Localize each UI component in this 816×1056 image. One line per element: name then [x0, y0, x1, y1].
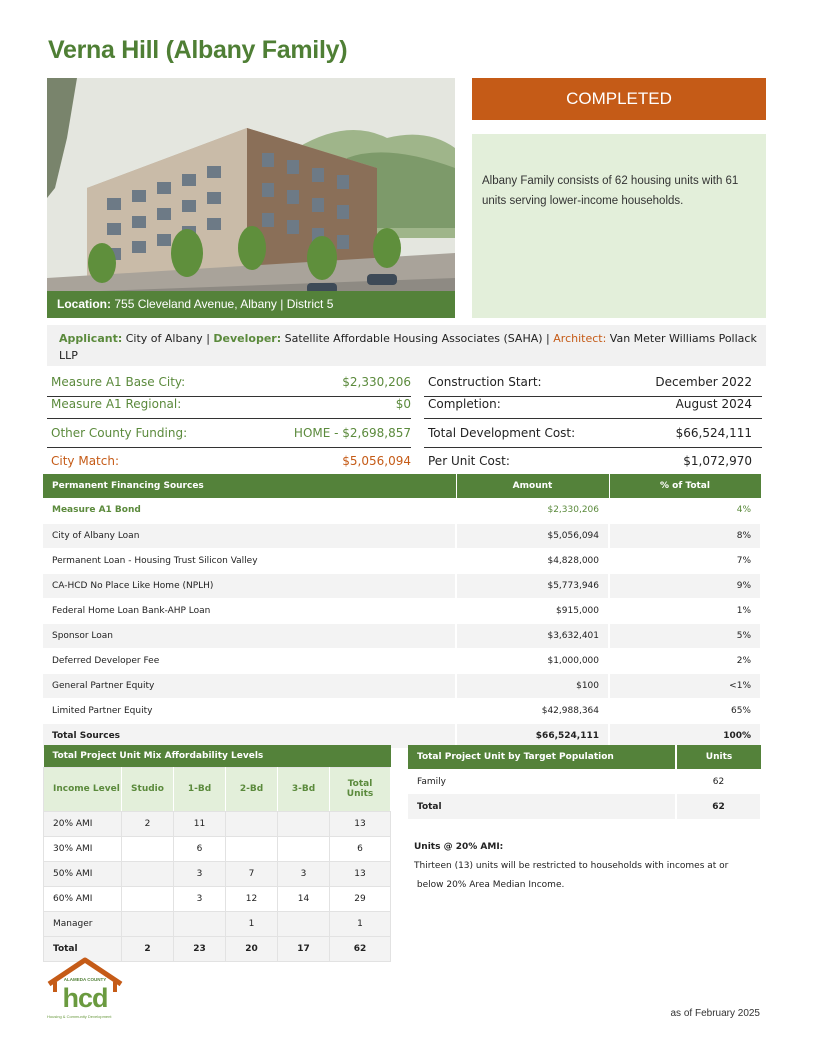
- table-header: [43, 474, 761, 498]
- funding-label: Measure A1 Base City:: [51, 375, 186, 389]
- column-header: 3-Bd: [278, 767, 330, 811]
- cell: [278, 911, 330, 936]
- detail-label: Total Development Cost:: [428, 426, 576, 440]
- cell: 62: [330, 936, 391, 961]
- cell: [122, 886, 174, 911]
- architect-label: Architect:: [553, 332, 607, 345]
- location-text: 755 Cleveland Avenue, Albany | District 5: [114, 297, 334, 311]
- cell: [122, 911, 174, 936]
- source-percent: 65%: [609, 698, 761, 723]
- table-row: [43, 648, 761, 673]
- table-row: [43, 623, 761, 648]
- source-amount: $100: [456, 673, 609, 698]
- note-text: below 20% Area Median Income.: [414, 880, 565, 890]
- ami-note: [414, 838, 764, 895]
- cell: 3: [174, 886, 226, 911]
- table-row: [43, 523, 761, 548]
- source-amount: $1,000,000: [456, 648, 609, 673]
- developer-label: Developer:: [213, 332, 282, 345]
- cell: 23: [174, 936, 226, 961]
- cell: 12: [226, 886, 278, 911]
- detail-value: $1,072,970: [683, 454, 752, 468]
- funding-row: [47, 449, 411, 476]
- detail-label: Completion:: [428, 397, 501, 411]
- funding-row: [47, 392, 411, 419]
- funding-label: City Match:: [51, 454, 119, 468]
- source-name: Permanent Loan - Housing Trust Silicon Valley: [43, 548, 456, 573]
- source-amount: $5,773,946: [456, 573, 609, 598]
- source-amount: $4,828,000: [456, 548, 609, 573]
- cell: 14: [278, 886, 330, 911]
- financing-table: [43, 474, 762, 749]
- note-text: Thirteen (13) units will be restricted to households with incomes at or: [414, 861, 729, 871]
- column-header: % of Total: [609, 474, 761, 498]
- target-population-table: [408, 745, 762, 819]
- cell: 17: [278, 936, 330, 961]
- source-name: General Partner Equity: [43, 673, 456, 698]
- source-percent: 2%: [609, 648, 761, 673]
- hcd-logo: [45, 956, 125, 1022]
- cell: 3: [174, 861, 226, 886]
- unit-mix-table: [43, 745, 391, 962]
- source-amount: $5,056,094: [456, 523, 609, 548]
- table-row: [43, 598, 761, 623]
- column-header: Studio: [122, 767, 174, 811]
- column-header: Total Project Unit by Target Population: [408, 745, 676, 769]
- funding-value: HOME - $2,698,857: [293, 426, 411, 440]
- cell: 7: [226, 861, 278, 886]
- table-row: [43, 698, 761, 723]
- cell: [278, 811, 330, 836]
- column-header: 1-Bd: [174, 767, 226, 811]
- cell: 13: [330, 811, 391, 836]
- population-units: 62: [676, 794, 761, 819]
- cell: 13: [330, 861, 391, 886]
- source-name: Measure A1 Bond: [43, 498, 456, 523]
- column-header: Units: [676, 745, 761, 769]
- table-header: [44, 767, 391, 811]
- logo-tagline: Housing & Community Development: [47, 1014, 112, 1019]
- source-amount: $915,000: [456, 598, 609, 623]
- income-level: 20% AMI: [44, 811, 122, 836]
- source-percent: 1%: [609, 598, 761, 623]
- cell: 2: [122, 811, 174, 836]
- funding-value: $5,056,094: [342, 454, 411, 468]
- developer-value: Satellite Affordable Housing Associates (SAHA): [284, 332, 543, 345]
- applicant-label: Applicant:: [59, 332, 123, 345]
- logo-letters: hcd: [62, 983, 108, 1013]
- cell: [226, 811, 278, 836]
- funding-label: Measure A1 Regional:: [51, 397, 182, 411]
- income-level: 60% AMI: [44, 886, 122, 911]
- column-header: Amount: [456, 474, 609, 498]
- architect-value: Van Meter Williams Pollack LLP: [59, 332, 757, 362]
- source-percent: 5%: [609, 623, 761, 648]
- table-row: [44, 886, 391, 911]
- table-title-row: [44, 745, 391, 767]
- funding-row: [47, 421, 411, 448]
- source-name: Limited Partner Equity: [43, 698, 456, 723]
- source-percent: 8%: [609, 523, 761, 548]
- detail-value: $66,524,111: [675, 426, 752, 440]
- source-name: Deferred Developer Fee: [43, 648, 456, 673]
- source-percent: 4%: [609, 498, 761, 523]
- source-amount: $3,632,401: [456, 623, 609, 648]
- detail-label: Per Unit Cost:: [428, 454, 510, 468]
- column-header: Income Level: [44, 767, 122, 811]
- table-header: [408, 745, 761, 769]
- source-amount: $66,524,111: [456, 723, 609, 748]
- table-title: Total Project Unit Mix Affordability Levels: [44, 745, 391, 767]
- location-bar: [47, 291, 455, 318]
- source-amount: $42,988,364: [456, 698, 609, 723]
- cell: 29: [330, 886, 391, 911]
- source-percent: 100%: [609, 723, 761, 748]
- funding-label: Other County Funding:: [51, 426, 188, 440]
- cell: [226, 836, 278, 861]
- table-row: [44, 861, 391, 886]
- source-name: Total Sources: [43, 723, 456, 748]
- cell: 6: [330, 836, 391, 861]
- table-row: [43, 573, 761, 598]
- detail-label: Construction Start:: [428, 375, 542, 389]
- source-name: CA-HCD No Place Like Home (NPLH): [43, 573, 456, 598]
- total-row: [408, 794, 761, 819]
- separator: |: [206, 332, 210, 345]
- cell: [122, 861, 174, 886]
- table-row: [43, 498, 761, 523]
- population-name: Family: [408, 769, 676, 794]
- detail-value: August 2024: [675, 397, 752, 411]
- cell: 20: [226, 936, 278, 961]
- population-name: Total: [408, 794, 676, 819]
- income-level: Total: [44, 936, 122, 961]
- project-rendering: [47, 78, 455, 318]
- column-header: 2-Bd: [226, 767, 278, 811]
- table-row: [44, 811, 391, 836]
- status-badge: COMPLETED: [472, 78, 766, 120]
- as-of-date: as of February 2025: [670, 1008, 760, 1019]
- income-level: 50% AMI: [44, 861, 122, 886]
- population-units: 62: [676, 769, 761, 794]
- funding-value: $0: [395, 397, 411, 411]
- table-row: [43, 673, 761, 698]
- cell: 1: [330, 911, 391, 936]
- project-detail-row: [424, 392, 762, 419]
- funding-value: $2,330,206: [342, 375, 411, 389]
- cell: [122, 836, 174, 861]
- project-detail-row: [424, 449, 762, 476]
- logo-county: ALAMEDA COUNTY: [63, 977, 107, 982]
- building-illustration: [47, 78, 455, 318]
- cell: 11: [174, 811, 226, 836]
- cell: 3: [278, 861, 330, 886]
- income-level: 30% AMI: [44, 836, 122, 861]
- location-label: Location:: [57, 297, 111, 311]
- detail-value: December 2022: [655, 375, 752, 389]
- source-amount: $2,330,206: [456, 498, 609, 523]
- source-name: City of Albany Loan: [43, 523, 456, 548]
- table-row: [408, 769, 761, 794]
- page-title: Verna Hill (Albany Family): [48, 36, 348, 64]
- project-parties: [47, 325, 766, 366]
- note-heading: Units @ 20% AMI:: [414, 842, 504, 852]
- table-row: [44, 836, 391, 861]
- source-percent: <1%: [609, 673, 761, 698]
- project-summary: Albany Family consists of 62 housing units with 61 units serving lower-income households.: [472, 134, 766, 318]
- project-detail-row: [424, 421, 762, 448]
- table-row: [44, 911, 391, 936]
- column-header: Permanent Financing Sources: [43, 474, 456, 498]
- cell: 2: [122, 936, 174, 961]
- source-name: Sponsor Loan: [43, 623, 456, 648]
- cell: [174, 911, 226, 936]
- applicant-value: City of Albany: [125, 332, 203, 345]
- source-percent: 9%: [609, 573, 761, 598]
- column-header: Total Units: [330, 767, 391, 811]
- separator: |: [546, 332, 550, 345]
- cell: 1: [226, 911, 278, 936]
- cell: [278, 836, 330, 861]
- cell: 6: [174, 836, 226, 861]
- source-percent: 7%: [609, 548, 761, 573]
- income-level: Manager: [44, 911, 122, 936]
- source-name: Federal Home Loan Bank-AHP Loan: [43, 598, 456, 623]
- table-row: [43, 548, 761, 573]
